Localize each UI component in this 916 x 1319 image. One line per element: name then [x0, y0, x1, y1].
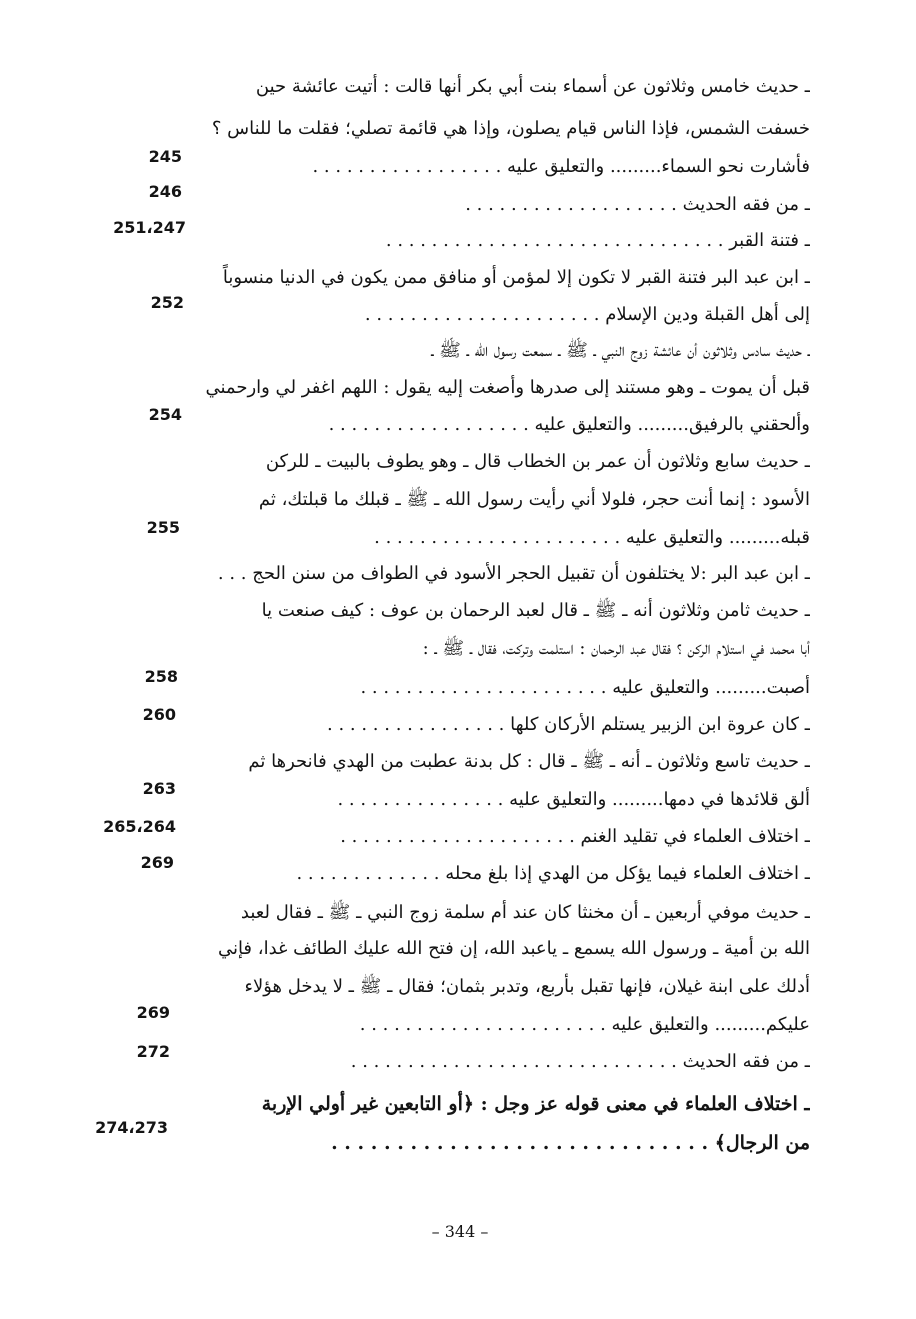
toc-line: ـ فتنة القبر . . . . . . . . . . . . . . . . . . . . . . . . . . . . . . — [385, 230, 810, 251]
page-number: 263 — [142, 779, 176, 798]
toc-line: ـ حديث سابع وثلاثون أن عمر بن الخطاب قال ـ وهو يطوف بالبيت ـ للركن — [265, 451, 810, 472]
toc-line: أدلك على ابنة غيلان، فإنها تقبل بأربع، وتدبر بثمان؛ فقال ـ ﷺ ـ لا يدخل هؤلاء — [244, 976, 810, 997]
toc-line: ـ ابن عبد البر فتنة القبر لا تكون إلا لمؤمن أو منافق ممن يكون في الدنيا منسوباً — [222, 267, 810, 288]
toc-line: عليكم......... والتعليق عليه . . . . . . . . . . . . . . . . . . . . . . — [359, 1014, 810, 1035]
toc-line: ـ حديث سادس وثلاثون أن عائشة زوج النبي ـ ﷺ ـ سمعت رسول الله ـ ﷺ ـ — [431, 340, 810, 361]
page-number: 272 — [136, 1042, 170, 1061]
toc-line: قبل أن يموت ـ وهو مستند إلى صدرها وأصغت إليه يقول : اللهم اغفر لي وارحمني — [205, 377, 810, 398]
toc-line: الأسود : إنما أنت حجر، فلولا أني رأيت رسول الله ـ ﷺ ـ قبلك ما قبلتك، ثم — [258, 489, 810, 510]
toc-line: أبا محمد في استلام الركن ؟ فقال عبد الرحمان : استلمت وتركت، فقال ـ ﷺ ـ : — [422, 638, 810, 659]
toc-line: ـ حديث خامس وثلاثون عن أسماء بنت أبي بكر أنها قالت : أتيت عائشة حين — [255, 76, 810, 97]
toc-line: ـ ابن عبد البر :لا يختلفون أن تقبيل الحجر الأسود في الطواف من سنن الحج . . . — [217, 563, 810, 584]
page-number: 245 — [148, 147, 182, 166]
toc-line: إلى أهل القبلة ودين الإسلام . . . . . . . . . . . . . . . . . . . . . — [364, 304, 810, 325]
toc-line: ـ حديث موفي أربعين ـ أن مخنثا كان عند أم سلمة زوج النبي ـ ﷺ ـ فقال لعبد — [240, 902, 810, 923]
page-number: 255 — [146, 518, 180, 537]
page-number: 260 — [142, 705, 176, 724]
page-number: 258 — [144, 667, 178, 686]
toc-line: ـ اختلاف العلماء في تقليد الغنم . . . . . . . . . . . . . . . . . . . . . — [340, 826, 810, 847]
toc-line: ـ اختلاف العلماء فيما يؤكل من الهدي إذا بلغ محله . . . . . . . . . . . . . — [296, 863, 810, 884]
toc-line: خسفت الشمس، فإذا الناس قيام يصلون، وإذا هي قائمة تصلي؛ فقلت ما للناس ؟ — [211, 118, 810, 139]
toc-line: من الرجال﴾ . . . . . . . . . . . . . . . . . . . . . . . . . . . . . — [331, 1132, 810, 1154]
toc-line: ألق قلائدها في دمها......... والتعليق عليه . . . . . . . . . . . . . . . — [337, 789, 810, 810]
toc-line: ـ كان عروة ابن الزبير يستلم الأركان كلها . . . . . . . . . . . . . . . . — [327, 714, 810, 735]
toc-line: ـ حديث ثامن وثلاثون أنه ـ ﷺ ـ قال لعبد الرحمان بن عوف : كيف صنعت يا — [261, 600, 810, 621]
toc-line: الله بن أمية ـ ورسول الله يسمع ـ ياعبد الله، إن فتح الله عليك الطائف غدا، فإني — [217, 938, 810, 959]
toc-line: فأشارت نحو السماء......... والتعليق عليه . . . . . . . . . . . . . . . . . — [312, 156, 810, 177]
toc-line: ـ من فقه الحديث . . . . . . . . . . . . . . . . . . . — [465, 194, 810, 215]
toc-line: قبله......... والتعليق عليه . . . . . . . . . . . . . . . . . . . . . . — [374, 527, 810, 548]
page-number: 246 — [148, 182, 182, 201]
page-footer-number: – 344 – — [431, 1222, 489, 1241]
toc-line: أصبت......... والتعليق عليه . . . . . . . . . . . . . . . . . . . . . . — [360, 677, 810, 698]
page-number: 269 — [140, 853, 174, 872]
page-number: 269 — [136, 1003, 170, 1022]
toc-line: وألحقني بالرفيق......... والتعليق عليه . . . . . . . . . . . . . . . . . . — [328, 414, 810, 435]
toc-line: ـ اختلاف العلماء في معنى قوله عز وجل : ﴿أو التابعين غير أولي الإربة — [261, 1093, 810, 1115]
toc-line: ـ حديث تاسع وثلاثون ـ أنه ـ ﷺ ـ قال : كل بدنة عطبت من الهدي فانحرها ثم — [248, 751, 810, 772]
page-number: 251،247 — [113, 218, 186, 237]
page-number: 274،273 — [95, 1118, 168, 1137]
page-number: 252 — [150, 293, 184, 312]
toc-line: ـ من فقه الحديث . . . . . . . . . . . . . . . . . . . . . . . . . . . . . — [350, 1051, 810, 1072]
page-number: 254 — [148, 405, 182, 424]
page-number: 265،264 — [103, 817, 176, 836]
